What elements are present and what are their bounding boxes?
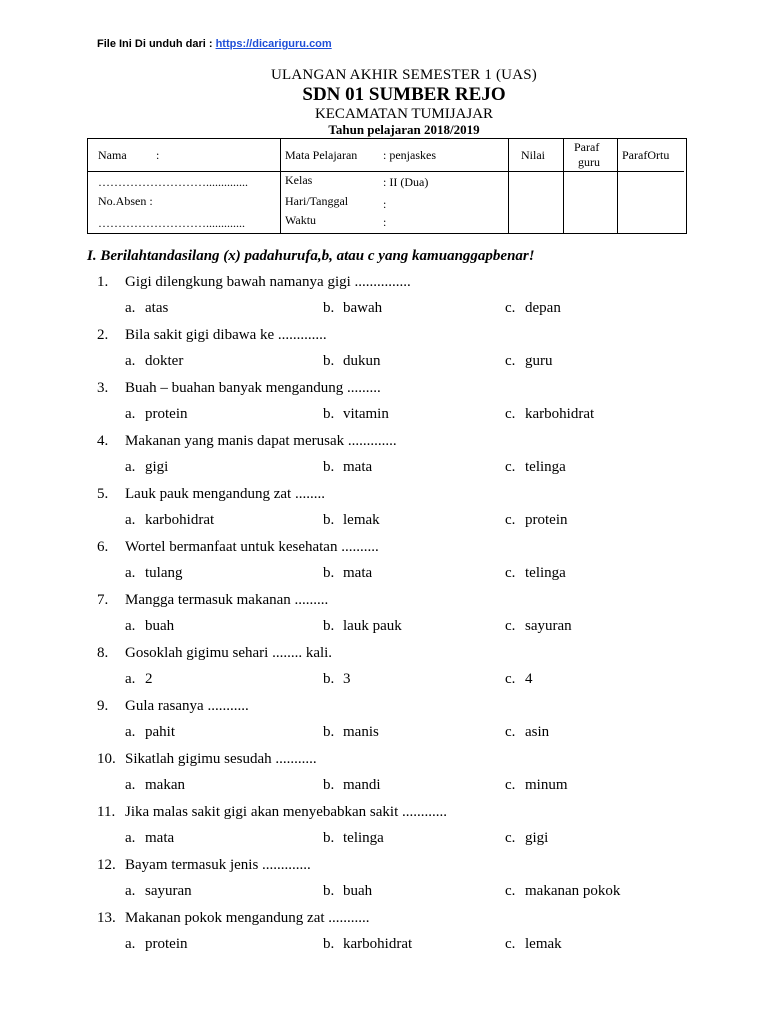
question-body: Wortel bermanfaat untuk kesehatan .......... [125, 539, 379, 555]
student-info-table [87, 138, 687, 234]
question-text [97, 327, 327, 344]
option-a[interactable]: a. protein [125, 406, 188, 422]
option-c[interactable]: c. asin [505, 724, 550, 740]
option-b[interactable]: b. mandi [323, 777, 381, 793]
option-a[interactable]: a. protein [125, 936, 188, 952]
option-a[interactable]: a. mata [125, 830, 175, 846]
option-c[interactable]: c. gigi [505, 830, 549, 846]
question-number: 7. [97, 592, 109, 608]
question-text [97, 857, 311, 874]
hari-label: Hari/Tanggal [285, 194, 349, 208]
option-a[interactable]: a. tulang [125, 565, 183, 581]
question-number: 9. [97, 698, 109, 714]
question-body: Gosoklah gigimu sehari ........ kali. [125, 645, 333, 661]
option-a[interactable]: a. 2 [125, 671, 153, 687]
option-a[interactable]: a. sayuran [125, 883, 192, 899]
question-item [0, 539, 768, 592]
waktu-label: Waktu [285, 213, 317, 227]
question-item [0, 645, 768, 698]
question-item [0, 380, 768, 433]
option-b[interactable]: b. mata [323, 459, 373, 475]
question-number: 11. [97, 804, 116, 820]
question-item [0, 592, 768, 645]
table-divider [508, 171, 684, 172]
question-number: 12. [97, 857, 116, 873]
option-a[interactable]: a. makan [125, 777, 185, 793]
option-b[interactable]: b. lemak [323, 512, 380, 528]
question-text [97, 433, 397, 450]
option-b[interactable]: b. telinga [323, 830, 384, 846]
option-c[interactable]: c. minum [505, 777, 568, 793]
section-instruction: I. Berilahtandasilang (x) padahurufa,b, atau c yang kamuanggapbenar! [87, 248, 535, 264]
question-text [97, 698, 249, 715]
paraf-ortu-label: ParafOrtu [622, 148, 670, 162]
district-name: KECAMATAN TUMIJAJAR [314, 106, 494, 122]
question-text [97, 486, 325, 503]
question-item [0, 751, 768, 804]
question-body: Lauk pauk mengandung zat ........ [125, 486, 325, 502]
option-c[interactable]: c. depan [505, 300, 561, 316]
nama-label: Nama [98, 148, 127, 162]
paraf-guru-label-2: guru [578, 155, 600, 169]
question-item [0, 327, 768, 380]
question-body: Mangga termasuk makanan ......... [125, 592, 329, 608]
option-b[interactable]: b. buah [323, 883, 373, 899]
table-divider [280, 139, 281, 233]
nama-colon: : [156, 148, 160, 162]
question-text [97, 592, 328, 609]
option-c[interactable]: c. 4 [505, 671, 533, 687]
option-c[interactable]: c. telinga [505, 565, 566, 581]
nama-field[interactable]: ……………………….............. [98, 175, 248, 189]
table-divider [280, 171, 508, 172]
absen-field[interactable]: ………………………............. [98, 216, 245, 230]
question-body: Makanan yang manis dapat merusak ............. [125, 433, 397, 449]
question-body: Sikatlah gigimu sesudah ........... [125, 751, 317, 767]
paraf-guru-label-1: Paraf [574, 140, 600, 154]
mapel-value: : penjaskes [383, 148, 436, 162]
option-c[interactable]: c. karbohidrat [505, 406, 595, 422]
hari-value[interactable]: : [383, 197, 387, 211]
table-divider [563, 139, 564, 233]
mapel-label: Mata Pelajaran [285, 148, 358, 162]
question-number: 4. [97, 433, 109, 449]
question-body: Buah – buahan banyak mengandung ......... [125, 380, 381, 396]
table-divider [508, 139, 509, 233]
question-item [0, 804, 768, 857]
question-item [0, 274, 768, 327]
question-body: Gigi dilengkung bawah namanya gigi ............... [125, 274, 411, 290]
source-note [97, 38, 332, 50]
school-year: Tahun pelajaran 2018/2019 [328, 122, 480, 137]
question-body: Bayam termasuk jenis ............. [125, 857, 311, 873]
kelas-value: : II (Dua) [383, 175, 429, 189]
question-number: 10. [97, 751, 116, 767]
question-body: Bila sakit gigi dibawa ke ............. [125, 327, 327, 343]
option-b[interactable]: b. lauk pauk [323, 618, 402, 634]
question-number: 6. [97, 539, 109, 555]
question-item [0, 910, 768, 963]
option-a[interactable]: a. dokter [125, 353, 184, 369]
option-c[interactable]: c. protein [505, 512, 568, 528]
question-body: Jika malas sakit gigi akan menyebabkan sakit ............ [125, 804, 448, 820]
table-divider [88, 171, 280, 172]
question-number: 3. [97, 380, 109, 396]
option-b[interactable]: b. mata [323, 565, 373, 581]
question-item [0, 433, 768, 486]
option-b[interactable]: b. bawah [323, 300, 383, 316]
option-b[interactable]: b. 3 [323, 671, 351, 687]
question-text [97, 910, 370, 927]
question-number: 13. [97, 910, 116, 926]
option-b[interactable]: b. vitamin [323, 406, 389, 422]
absen-label: No.Absen : [98, 194, 153, 208]
school-name: SDN 01 SUMBER REJO [302, 84, 506, 105]
question-text [97, 645, 332, 662]
question-number: 5. [97, 486, 109, 502]
option-a[interactable]: a. atas [125, 300, 169, 316]
option-c[interactable]: c. makanan pokok [505, 883, 621, 899]
question-number: 8. [97, 645, 109, 661]
question-text [97, 804, 447, 821]
question-text [97, 751, 317, 768]
option-c[interactable]: c. telinga [505, 459, 566, 475]
nilai-label: Nilai [521, 148, 545, 162]
question-item [0, 698, 768, 751]
question-item [0, 486, 768, 539]
question-number: 2. [97, 327, 109, 343]
option-c[interactable]: c. lemak [505, 936, 562, 952]
question-number: 1. [97, 274, 109, 290]
option-c[interactable]: c. guru [505, 353, 553, 369]
question-list [0, 274, 768, 963]
question-body: Gula rasanya ........... [125, 698, 249, 714]
option-a[interactable]: a. pahit [125, 724, 175, 740]
option-b[interactable]: b. karbohidrat [323, 936, 413, 952]
question-text [97, 274, 411, 291]
option-a[interactable]: a. karbohidrat [125, 512, 215, 528]
source-prefix: File Ini Di unduh dari : [97, 38, 216, 50]
question-body: Makanan pokok mengandung zat ........... [125, 910, 370, 926]
waktu-value[interactable]: : [383, 215, 387, 229]
kelas-label: Kelas [285, 173, 313, 187]
source-link[interactable]: https://dicariguru.com [215, 38, 332, 50]
option-c[interactable]: c. sayuran [505, 618, 572, 634]
option-a[interactable]: a. buah [125, 618, 175, 634]
option-a[interactable]: a. gigi [125, 459, 169, 475]
option-b[interactable]: b. dukun [323, 353, 381, 369]
question-item [0, 857, 768, 910]
question-text [97, 539, 379, 556]
option-b[interactable]: b. manis [323, 724, 379, 740]
question-text [97, 380, 381, 397]
table-divider [617, 139, 618, 233]
exam-title: ULANGAN AKHIR SEMESTER 1 (UAS) [270, 67, 537, 83]
